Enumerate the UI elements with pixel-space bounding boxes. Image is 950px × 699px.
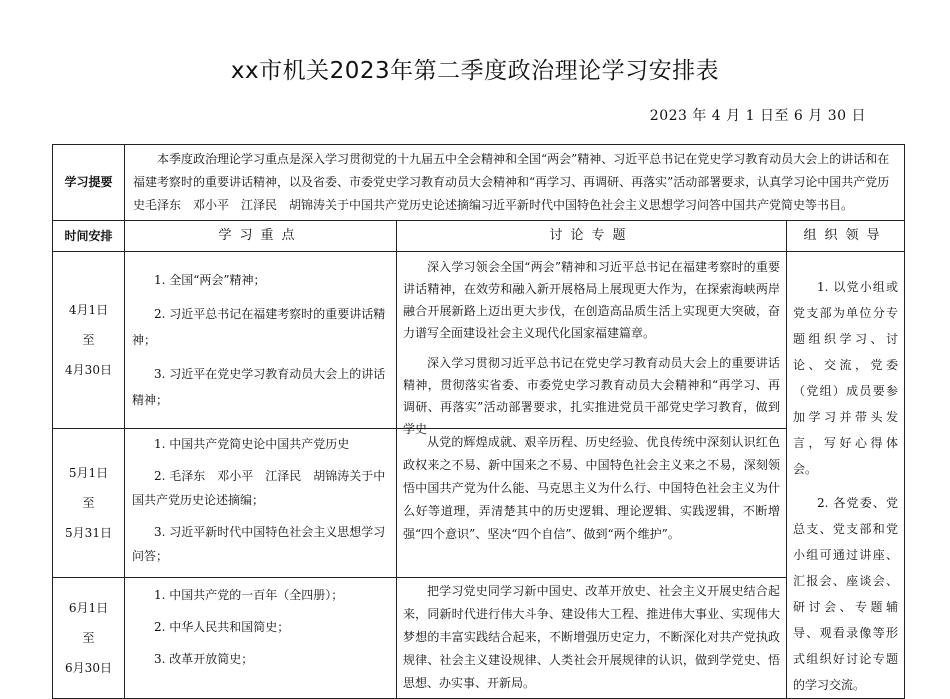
header-focus: 学习重点 xyxy=(125,221,397,252)
time-cell xyxy=(53,577,125,698)
time-to: 至 xyxy=(82,495,95,510)
discussion-text: 把学习党史同学习新中国史、改革开放史、社会主义开展史结合起来，同新时代进行伟大斗争、建设伟大工程、推进伟大事业、实现伟大梦想的丰富实践结合起来，不断增强历史定力，不断深化对共产党执政规律、社会主义建设规律、人类社会开展规律的认识，做到学党史、悟思想、办实事、开新局。 xyxy=(403,583,780,690)
discussion-cell xyxy=(397,428,787,577)
focus-item: 1. 中国共产党简史论中国共产党历史 xyxy=(154,436,350,451)
time-end: 5月31日 xyxy=(65,525,112,540)
focus-item: 3. 习近平新时代中国特色社会主义思想学习问答； xyxy=(132,524,386,563)
summary-text: 本季度政治理论学习重点是深入学习贯彻党的十九届五中全会精神和全国“两会”精神、习近平总书记在党史学习教育动员大会上的讲话和在福建考察时的重要讲话精神，以及省委、市委党史学习教育动员大会精神和“再学习、再调研、再落实”活动部署要求，认真学习论中国共产党历史毛泽东 邓小平 江泽民 胡锦涛关于中国共产党历史论述摘编习近平新时代中国特色社会主义思想学习问答中国共产党简史等书目。 xyxy=(125,145,905,221)
time-start: 4月1日 xyxy=(68,302,109,317)
table-row xyxy=(53,252,905,429)
leadership-item: 1. 以党小组或党支部为单位分专题组织学习、讨论、交流，党委（党组）成员要参加学习并带头发言，写好心得体会。 xyxy=(793,280,898,476)
schedule-table xyxy=(52,144,905,699)
time-start: 6月1日 xyxy=(68,600,109,615)
time-start: 5月1日 xyxy=(68,465,109,480)
time-end: 6月30日 xyxy=(65,660,112,675)
focus-item: 3. 习近平在党史学习教育动员大会上的讲话精神； xyxy=(132,367,386,407)
summary-row xyxy=(53,145,905,221)
date-range: 2023 年 4 月 1 日至 6 月 30 日 xyxy=(649,108,866,124)
focus-cell xyxy=(125,252,397,429)
header-leadership: 组织领导 xyxy=(787,221,905,252)
header-discussion: 讨论专题 xyxy=(397,221,787,252)
focus-item: 2. 中华人民共和国简史； xyxy=(154,619,290,634)
discussion-cell xyxy=(397,577,787,698)
time-cell xyxy=(53,252,125,429)
focus-item: 2. 习近平总书记在福建考察时的重要讲话精神； xyxy=(132,307,386,347)
focus-item: 2. 毛泽东 邓小平 江泽民 胡锦涛关于中国共产党历史论述摘编； xyxy=(132,468,386,507)
header-row xyxy=(53,221,905,252)
summary-label: 学习提要 xyxy=(53,145,125,221)
time-to: 至 xyxy=(82,332,95,347)
page-title: xx市机关2023年第二季度政治理论学习安排表 xyxy=(230,58,720,84)
discussion-text: 从党的辉煌成就、艰辛历程、历史经验、优良传统中深刻认识红色政权来之不易、新中国来之不易、中国特色社会主义来之不易，深刻领悟中国共产党为什么能、马克思主义为什么行、中国特色社会主义为什么好等道理，弄清楚其中的历史逻辑、理论逻辑、实践逻辑，不断增强“四个意识”、坚决“四个自信”、做到“两个维护”。 xyxy=(403,434,780,541)
focus-item: 3. 改革开放简史； xyxy=(154,651,254,666)
discussion-text: 深入学习领会全国“两会”精神和习近平总书记在福建考察时的重要讲话精神，在效劳和融入新开展格局上展现更大作为，在探索海峡两岸融合开展新路上迈出更大步伐，在创造高品质生活上实现更大突破，奋力谱写全面建设社会主义现代化国家福建篇章。 xyxy=(403,260,780,340)
table-row xyxy=(53,428,905,577)
focus-cell xyxy=(125,577,397,698)
header-time: 时间安排 xyxy=(53,221,125,252)
time-to: 至 xyxy=(82,630,95,645)
leadership-cell xyxy=(787,252,905,699)
discussion-text: 深入学习贯彻习近平总书记在党史学习教育动员大会上的重要讲话精神，贯彻落实省委、市委党史学习教育动员大会精神和“再学习、再调研、再落实”活动部署要求，扎实推进党员干部党史学习教育，做到学史 xyxy=(403,356,780,436)
focus-cell xyxy=(125,428,397,577)
time-cell xyxy=(53,428,125,577)
table-row xyxy=(53,577,905,698)
focus-item: 1. 中国共产党的一百年（全四册）； xyxy=(154,587,344,602)
discussion-cell xyxy=(397,252,787,436)
focus-item: 1. 全国“两会”精神； xyxy=(154,273,266,287)
time-end: 4月30日 xyxy=(65,362,112,377)
leadership-item: 2. 各党委、党总支、党支部和党小组可通过讲座、汇报会、座谈会、研讨会、专题辅导、观看录像等形式组织好讨论专题的学习交流。 xyxy=(793,496,898,692)
